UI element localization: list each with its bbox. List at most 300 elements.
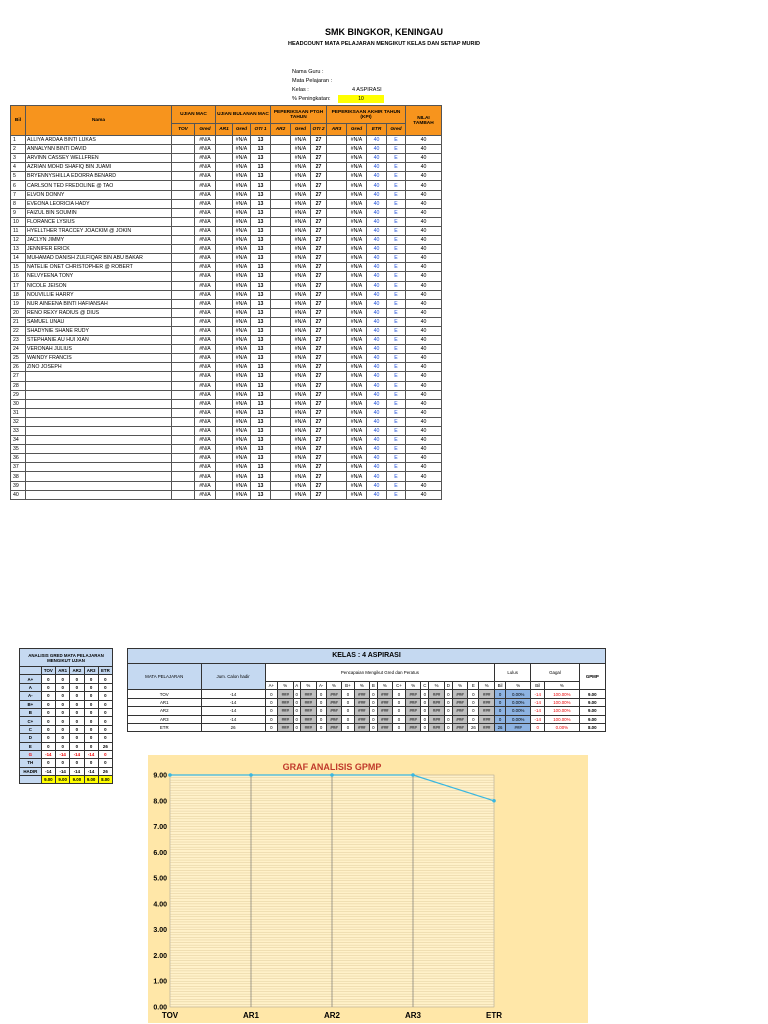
ar3-cell xyxy=(327,163,347,172)
gred-cell: #N/A xyxy=(291,263,311,272)
ar3-cell xyxy=(327,136,347,145)
row-number: 21 xyxy=(11,317,26,326)
analisis-value: 0 xyxy=(56,708,70,716)
ar3-cell xyxy=(327,236,347,245)
student-row xyxy=(11,145,442,154)
gred-cell: #N/A xyxy=(291,427,311,436)
gred-cell: #N/A xyxy=(291,181,311,190)
gpmp-value: 8.00 xyxy=(579,723,605,731)
gred-cell: #N/A xyxy=(291,145,311,154)
oti2-cell: 27 xyxy=(311,181,327,190)
oti2-cell: 27 xyxy=(311,490,327,499)
nilai-tambah-cell: 40 xyxy=(406,390,442,399)
kelas-row-name: AR3 xyxy=(128,715,202,723)
student-name xyxy=(26,454,172,463)
gred-cell: #N/A xyxy=(291,345,311,354)
col-gred: Gred xyxy=(347,124,367,136)
oti1-cell: 13 xyxy=(251,408,271,417)
oti1-cell: 13 xyxy=(251,181,271,190)
gred-cell: #N/A xyxy=(195,445,216,454)
gred-cell: #N/A xyxy=(195,390,216,399)
student-row xyxy=(11,290,442,299)
analisis-value: 0 xyxy=(98,683,112,691)
analisis-value: 26 xyxy=(98,767,112,775)
oti2-cell: 27 xyxy=(311,336,327,345)
grade-pct: ### xyxy=(326,698,342,706)
oti2-cell: 27 xyxy=(311,172,327,181)
grade-pct: ### xyxy=(300,715,316,723)
gred-cell: #N/A xyxy=(195,399,216,408)
nilai-tambah-cell: 40 xyxy=(406,408,442,417)
row-number: 23 xyxy=(11,336,26,345)
grade-count: 0 xyxy=(421,707,429,715)
etr-gred-cell: E xyxy=(387,299,406,308)
ar1-cell xyxy=(216,172,233,181)
y-tick-label: 4.00 xyxy=(153,901,167,909)
oti2-cell: 27 xyxy=(311,145,327,154)
etr-cell: 40 xyxy=(367,472,387,481)
oti1-cell: 13 xyxy=(251,217,271,226)
oti1-cell: 13 xyxy=(251,145,271,154)
gred-cell: #N/A xyxy=(291,408,311,417)
ar3-cell xyxy=(327,381,347,390)
nilai-tambah-cell: 40 xyxy=(406,281,442,290)
nilai-tambah-cell: 40 xyxy=(406,299,442,308)
gred-cell: #N/A xyxy=(233,208,251,217)
gred-cell: #N/A xyxy=(233,463,251,472)
oti2-cell: 27 xyxy=(311,454,327,463)
etr-cell: 40 xyxy=(367,154,387,163)
grade-pct: ### xyxy=(326,723,342,731)
student-name xyxy=(26,408,172,417)
gpmp-value: 9.00 xyxy=(579,698,605,706)
gred-cell: #N/A xyxy=(291,281,311,290)
grade-count: 0 xyxy=(265,715,277,723)
analisis-row xyxy=(20,759,113,767)
etr-cell: 40 xyxy=(367,445,387,454)
gred-cell: #N/A xyxy=(195,263,216,272)
grade-head: A xyxy=(293,682,300,690)
analisis-value: 0 xyxy=(41,675,55,683)
analisis-value: 0 xyxy=(41,734,55,742)
grade-pct: ### xyxy=(429,690,445,698)
ar1-cell xyxy=(216,199,233,208)
gred-cell: #N/A xyxy=(291,136,311,145)
etr-cell: 40 xyxy=(367,217,387,226)
oti2-cell: 27 xyxy=(311,345,327,354)
nilai-tambah-cell: 40 xyxy=(406,463,442,472)
etr-gred-cell: E xyxy=(387,208,406,217)
ar1-cell xyxy=(216,181,233,190)
analisis-value: 0 xyxy=(84,708,98,716)
grade-count: 0 xyxy=(293,698,300,706)
analisis-value: 0 xyxy=(98,708,112,716)
grade-head: Bil xyxy=(495,682,506,690)
ar1-cell xyxy=(216,217,233,226)
student-name xyxy=(26,417,172,426)
col-gred: Gred xyxy=(195,124,216,136)
student-name: FLORANCE LYSIUS xyxy=(26,217,172,226)
ar1-cell xyxy=(216,281,233,290)
grade-count: 0 xyxy=(293,707,300,715)
oti1-cell: 13 xyxy=(251,190,271,199)
ar2-cell xyxy=(271,481,291,490)
grade-count: 0 xyxy=(421,698,429,706)
student-row xyxy=(11,172,442,181)
analisis-grade: TH xyxy=(20,759,42,767)
lulus-bil: 0 xyxy=(495,698,506,706)
gred-cell: #N/A xyxy=(347,354,367,363)
ar1-cell xyxy=(216,463,233,472)
oti1-cell: 13 xyxy=(251,154,271,163)
grade-head: % xyxy=(277,682,293,690)
etr-cell: 40 xyxy=(367,136,387,145)
gred-cell: #N/A xyxy=(347,436,367,445)
gagal-bil: -14 xyxy=(531,698,545,706)
grade-pct: ### xyxy=(300,707,316,715)
etr-gred-cell: E xyxy=(387,427,406,436)
gred-cell: #N/A xyxy=(291,490,311,499)
gagal-bil: -14 xyxy=(531,707,545,715)
ar2-cell xyxy=(271,136,291,145)
gred-cell: #N/A xyxy=(195,208,216,217)
grade-pct: ### xyxy=(277,698,293,706)
analisis-value: 0 xyxy=(41,717,55,725)
ar2-cell xyxy=(271,463,291,472)
lulus-pct: 0.00% xyxy=(506,698,531,706)
gred-cell: #N/A xyxy=(347,326,367,335)
etr-gred-cell: E xyxy=(387,190,406,199)
analisis-value: 9.00 xyxy=(41,776,55,784)
gred-cell: #N/A xyxy=(233,436,251,445)
student-row xyxy=(11,190,442,199)
analisis-row xyxy=(20,725,113,733)
etr-cell: 40 xyxy=(367,163,387,172)
ar2-cell xyxy=(271,490,291,499)
tov-cell xyxy=(172,463,195,472)
grade-pct: ### xyxy=(479,707,495,715)
analisis-grade xyxy=(20,776,42,784)
gred-cell: #N/A xyxy=(347,472,367,481)
ar3-cell xyxy=(327,445,347,454)
student-row xyxy=(11,154,442,163)
ar2-cell xyxy=(271,381,291,390)
grade-pct: ### xyxy=(277,715,293,723)
gred-cell: #N/A xyxy=(233,245,251,254)
gred-cell: #N/A xyxy=(291,226,311,235)
gred-cell: #N/A xyxy=(195,199,216,208)
student-name: NELVYEENA TONY xyxy=(26,272,172,281)
gred-cell: #N/A xyxy=(347,490,367,499)
row-number: 29 xyxy=(11,390,26,399)
analisis-grade: A- xyxy=(20,692,42,700)
oti2-cell: 27 xyxy=(311,199,327,208)
oti2-cell: 27 xyxy=(311,245,327,254)
student-name: ZINO JOSEPH xyxy=(26,363,172,372)
tov-cell xyxy=(172,145,195,154)
oti2-cell: 27 xyxy=(311,354,327,363)
peningkatan-value: 10 xyxy=(338,95,384,103)
analisis-value: -14 xyxy=(56,750,70,758)
ar1-cell xyxy=(216,208,233,217)
student-row xyxy=(11,281,442,290)
ar2-cell xyxy=(271,190,291,199)
gred-cell: #N/A xyxy=(233,490,251,499)
analisis-row xyxy=(20,683,113,691)
ar2-cell xyxy=(271,417,291,426)
nilai-tambah-cell: 40 xyxy=(406,145,442,154)
gred-cell: #N/A xyxy=(195,226,216,235)
report-subtitle: HEADCOUNT MATA PELAJARAN MENGIKUT KELAS DAN SETIAP MURID xyxy=(288,41,480,47)
tov-cell xyxy=(172,408,195,417)
analisis-value: 0 xyxy=(98,675,112,683)
grade-pct: ### xyxy=(479,723,495,731)
nilai-tambah-cell: 40 xyxy=(406,226,442,235)
nilai-tambah-cell: 40 xyxy=(406,308,442,317)
tov-cell xyxy=(172,336,195,345)
tov-cell xyxy=(172,381,195,390)
student-row xyxy=(11,226,442,235)
ar2-cell xyxy=(271,208,291,217)
row-number: 33 xyxy=(11,427,26,436)
gred-cell: #N/A xyxy=(347,172,367,181)
etr-gred-cell: E xyxy=(387,308,406,317)
gred-cell: #N/A xyxy=(233,272,251,281)
etr-gred-cell: E xyxy=(387,281,406,290)
analisis-value: 0 xyxy=(70,717,84,725)
oti2-cell: 27 xyxy=(311,281,327,290)
row-number: 13 xyxy=(11,245,26,254)
gred-cell: #N/A xyxy=(233,427,251,436)
kelas-row xyxy=(128,707,606,715)
ar2-cell xyxy=(271,145,291,154)
analisis-value: 0 xyxy=(84,675,98,683)
tov-cell xyxy=(172,481,195,490)
tov-cell xyxy=(172,317,195,326)
oti2-cell: 27 xyxy=(311,463,327,472)
gred-cell: #N/A xyxy=(347,390,367,399)
row-number: 10 xyxy=(11,217,26,226)
oti1-cell: 13 xyxy=(251,417,271,426)
student-name: JENNIFER ERICK xyxy=(26,245,172,254)
etr-cell: 40 xyxy=(367,490,387,499)
gagal-bil: -14 xyxy=(531,715,545,723)
etr-gred-cell: E xyxy=(387,463,406,472)
analisis-value: 0 xyxy=(98,734,112,742)
etr-gred-cell: E xyxy=(387,217,406,226)
gred-cell: #N/A xyxy=(195,145,216,154)
nilai-tambah-cell: 40 xyxy=(406,154,442,163)
ar2-cell xyxy=(271,345,291,354)
kelas-row-jum: -14 xyxy=(201,698,265,706)
student-row xyxy=(11,308,442,317)
etr-cell: 40 xyxy=(367,281,387,290)
gred-cell: #N/A xyxy=(347,290,367,299)
grade-count: 0 xyxy=(342,698,354,706)
gred-cell: #N/A xyxy=(233,354,251,363)
grade-count: 0 xyxy=(316,715,326,723)
tov-cell xyxy=(172,399,195,408)
etr-gred-cell: E xyxy=(387,272,406,281)
analisis-header-row xyxy=(20,667,113,675)
gred-cell: #N/A xyxy=(291,199,311,208)
nilai-tambah-cell: 40 xyxy=(406,472,442,481)
student-name: STEPHANIE AU HUI XIAN xyxy=(26,336,172,345)
analisis-value: 0 xyxy=(84,742,98,750)
gred-cell: #N/A xyxy=(233,445,251,454)
ar1-cell xyxy=(216,399,233,408)
kelas-row-jum: -14 xyxy=(201,715,265,723)
row-number: 27 xyxy=(11,372,26,381)
grade-count: 0 xyxy=(342,690,354,698)
gpmp-label: GPMP xyxy=(579,664,605,690)
kelas-title: KELAS : 4 ASPIRASI xyxy=(128,649,606,664)
grade-count: 0 xyxy=(293,690,300,698)
grade-head: % xyxy=(326,682,342,690)
grade-count: 0 xyxy=(316,698,326,706)
gred-cell: #N/A xyxy=(291,317,311,326)
analisis-value: 0 xyxy=(41,692,55,700)
oti1-cell: 13 xyxy=(251,163,271,172)
grade-count: 0 xyxy=(370,690,377,698)
gred-cell: #N/A xyxy=(347,399,367,408)
ar3-cell xyxy=(327,217,347,226)
oti2-cell: 27 xyxy=(311,408,327,417)
row-number: 20 xyxy=(11,308,26,317)
gred-cell: #N/A xyxy=(195,136,216,145)
gred-cell: #N/A xyxy=(233,190,251,199)
student-name xyxy=(26,436,172,445)
ar1-cell xyxy=(216,336,233,345)
nilai-tambah-cell: 40 xyxy=(406,436,442,445)
row-number: 11 xyxy=(11,226,26,235)
gred-cell: #N/A xyxy=(195,436,216,445)
ar1-cell xyxy=(216,226,233,235)
ar1-cell xyxy=(216,417,233,426)
oti1-cell: 13 xyxy=(251,363,271,372)
grade-pct: ### xyxy=(452,707,468,715)
nilai-tambah-cell: 40 xyxy=(406,263,442,272)
grade-pct: ### xyxy=(405,723,421,731)
student-row xyxy=(11,336,442,345)
gred-cell: #N/A xyxy=(233,254,251,263)
analisis-corner xyxy=(20,667,42,675)
student-row xyxy=(11,326,442,335)
row-number: 17 xyxy=(11,281,26,290)
tov-cell xyxy=(172,154,195,163)
nilai-tambah-cell: 40 xyxy=(406,163,442,172)
oti2-cell: 27 xyxy=(311,390,327,399)
gred-cell: #N/A xyxy=(291,454,311,463)
gred-cell: #N/A xyxy=(233,217,251,226)
tov-cell xyxy=(172,326,195,335)
analisis-col-head: AR2 xyxy=(70,667,84,675)
student-name xyxy=(26,490,172,499)
gpmp-point xyxy=(168,773,172,777)
row-number: 18 xyxy=(11,290,26,299)
analisis-value: 0 xyxy=(84,700,98,708)
student-name: NUR AINEENA BINTI HAFIANSAH xyxy=(26,299,172,308)
ar2-cell xyxy=(271,263,291,272)
grade-pct: ### xyxy=(377,715,393,723)
analisis-value: -14 xyxy=(70,767,84,775)
row-number: 38 xyxy=(11,472,26,481)
headcount-table xyxy=(10,105,442,500)
grade-pct: ### xyxy=(452,698,468,706)
gred-cell: #N/A xyxy=(233,381,251,390)
ar2-cell xyxy=(271,390,291,399)
oti1-cell: 13 xyxy=(251,354,271,363)
analisis-col-head: AR1 xyxy=(56,667,70,675)
kelas-label: Kelas : xyxy=(292,87,309,93)
etr-cell: 40 xyxy=(367,345,387,354)
nilai-tambah-cell: 40 xyxy=(406,317,442,326)
row-number: 35 xyxy=(11,445,26,454)
row-number: 9 xyxy=(11,208,26,217)
peningkatan-label: % Peningkatan: xyxy=(292,96,331,102)
etr-gred-cell: E xyxy=(387,399,406,408)
grade-pct: ### xyxy=(354,715,370,723)
ar1-cell xyxy=(216,490,233,499)
gred-cell: #N/A xyxy=(233,290,251,299)
tov-cell xyxy=(172,217,195,226)
nilai-tambah-cell: 40 xyxy=(406,481,442,490)
kelas-row-jum: -14 xyxy=(201,690,265,698)
row-number: 36 xyxy=(11,454,26,463)
student-row xyxy=(11,399,442,408)
ar1-cell xyxy=(216,190,233,199)
lulus-bil: 0 xyxy=(495,715,506,723)
etr-cell: 40 xyxy=(367,436,387,445)
analisis-value: -14 xyxy=(84,767,98,775)
etr-cell: 40 xyxy=(367,427,387,436)
nilai-tambah-cell: 40 xyxy=(406,345,442,354)
etr-cell: 40 xyxy=(367,208,387,217)
nilai-tambah-cell: 40 xyxy=(406,354,442,363)
ar3-cell xyxy=(327,472,347,481)
etr-cell: 40 xyxy=(367,290,387,299)
analisis-value: 0 xyxy=(84,717,98,725)
student-name: VERONAH JULIUS xyxy=(26,345,172,354)
ar3-cell xyxy=(327,145,347,154)
gpmp-point xyxy=(492,799,496,803)
grade-pct: ### xyxy=(479,698,495,706)
gred-cell: #N/A xyxy=(233,390,251,399)
grade-head: % xyxy=(377,682,393,690)
oti2-cell: 27 xyxy=(311,417,327,426)
col-pptt: PEPERIKSAAN PTGH TAHUN xyxy=(271,106,327,124)
etr-gred-cell: E xyxy=(387,172,406,181)
y-tick-label: 0.00 xyxy=(153,1004,167,1012)
oti1-cell: 13 xyxy=(251,272,271,281)
student-name: WAINDY FRANCIS xyxy=(26,354,172,363)
grade-count: 0 xyxy=(370,698,377,706)
oti2-cell: 27 xyxy=(311,136,327,145)
gred-cell: #N/A xyxy=(347,263,367,272)
tov-cell xyxy=(172,354,195,363)
y-tick-label: 6.00 xyxy=(153,849,167,857)
gpmp-value: 9.00 xyxy=(579,707,605,715)
analisis-value: 0 xyxy=(56,759,70,767)
grade-head: D xyxy=(444,682,452,690)
ar1-cell xyxy=(216,236,233,245)
row-number: 6 xyxy=(11,181,26,190)
gred-cell: #N/A xyxy=(195,254,216,263)
oti2-cell: 27 xyxy=(311,190,327,199)
gred-cell: #N/A xyxy=(291,481,311,490)
lulus-pct: 0.00% xyxy=(506,715,531,723)
etr-gred-cell: E xyxy=(387,317,406,326)
